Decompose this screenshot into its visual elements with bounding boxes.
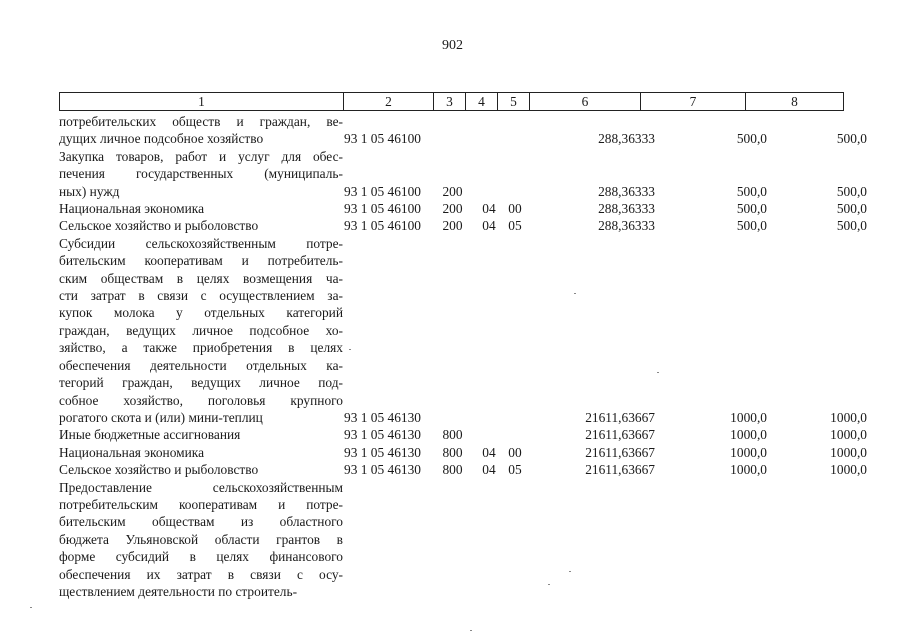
scan-speck — [30, 607, 32, 608]
row-amount-col6: 288,36333 — [598, 183, 655, 199]
row-amount-col6: 21611,63667 — [585, 444, 655, 460]
row-name-line: обеспечения деятельности отдельных ка- — [59, 357, 343, 373]
column-header-6: 6 — [530, 93, 641, 111]
row-amount-col8: 500,0 — [836, 183, 867, 199]
scan-speck — [569, 571, 571, 572]
row-amount-col7: 1000,0 — [730, 444, 767, 460]
row-name-line: дущих личное подсобное хозяйство — [59, 131, 264, 147]
row-name-line: Иные бюджетные ассигнования — [59, 427, 241, 443]
row-name — [59, 426, 343, 443]
row-vr: 800 — [442, 444, 463, 460]
row-name-line: потребительских обществ и граждан, ве- — [59, 114, 343, 129]
scan-speck — [470, 630, 472, 631]
table-row — [59, 217, 867, 234]
row-name-line: Закупка товаров, работ и услуг для обес- — [59, 148, 343, 164]
row-name-line: зяйство, а также приобретения в целях — [59, 340, 343, 356]
row-rz: 04 — [482, 444, 496, 460]
row-amount-col6: 288,36333 — [598, 218, 655, 234]
row-pr: 05 — [508, 462, 522, 478]
row-name-line: Национальная экономика — [59, 444, 205, 460]
row-name-line: рогатого скота и (или) мини-теплиц — [59, 409, 263, 425]
budget-table-body — [59, 113, 867, 600]
row-name — [59, 200, 343, 217]
row-amount-col8: 500,0 — [836, 201, 867, 217]
row-name — [59, 113, 343, 148]
row-name-line: бительским кооперативам и потребитель- — [59, 253, 343, 269]
column-header-table — [59, 92, 844, 111]
row-name-line: ных) нужд — [59, 183, 120, 199]
table-row — [59, 461, 867, 478]
row-name-line: купок молока у отдельных категорий — [59, 305, 343, 321]
row-pr: 00 — [508, 201, 522, 217]
row-amount-col7: 1000,0 — [730, 409, 767, 425]
table-row — [59, 426, 867, 443]
row-pr: 05 — [508, 218, 522, 234]
column-header-8: 8 — [746, 93, 844, 111]
row-code: 93 1 05 46100 — [344, 218, 421, 234]
row-name-line: ским обществам в целях возмещения ча- — [59, 270, 343, 286]
row-name-line: форме субсидий в целях финансового — [59, 549, 343, 565]
row-name — [59, 479, 343, 601]
row-amount-col7: 500,0 — [736, 131, 767, 147]
scan-speck — [657, 372, 659, 373]
row-name — [59, 444, 343, 461]
row-amount-col6: 21611,63667 — [585, 462, 655, 478]
column-header-7: 7 — [641, 93, 746, 111]
row-name-line: Сельское хозяйство и рыболовство — [59, 218, 259, 234]
column-header-row — [60, 93, 844, 111]
row-amount-col7: 500,0 — [736, 201, 767, 217]
row-name-line: сти затрат в связи с осуществлением за- — [59, 288, 343, 304]
column-header-2: 2 — [344, 93, 434, 111]
row-vr: 200 — [442, 218, 463, 234]
table-row — [59, 235, 867, 426]
column-header-5: 5 — [498, 93, 530, 111]
table-row — [59, 479, 843, 601]
scan-speck — [548, 584, 550, 585]
row-amount-col8: 1000,0 — [830, 427, 867, 443]
page-number: 902 — [442, 38, 463, 53]
row-amount-col6: 21611,63667 — [585, 409, 655, 425]
row-vr: 800 — [442, 462, 463, 478]
row-name-line: обеспечения их затрат в связи с осу- — [59, 566, 343, 582]
row-name-line: тегорий граждан, ведущих личное под- — [59, 375, 343, 391]
row-name-line: Национальная экономика — [59, 201, 205, 217]
row-name-line: бюджета Ульяновской области грантов в — [59, 531, 343, 547]
row-amount-col7: 1000,0 — [730, 462, 767, 478]
column-header-3: 3 — [434, 93, 466, 111]
row-code: 93 1 05 46100 — [344, 183, 421, 199]
scan-speck — [574, 293, 576, 294]
row-amount-col6: 288,36333 — [598, 201, 655, 217]
row-name — [59, 148, 343, 200]
row-amount-col8: 500,0 — [836, 218, 867, 234]
row-code: 93 1 05 46100 — [344, 201, 421, 217]
table-row — [59, 113, 867, 148]
row-vr: 200 — [442, 183, 463, 199]
row-name-line: Предоставление сельскохозяйственным — [59, 479, 343, 495]
row-name — [59, 217, 343, 234]
row-code: 93 1 05 46130 — [344, 462, 421, 478]
row-code: 93 1 05 46130 — [344, 427, 421, 443]
table-row — [59, 444, 867, 461]
row-amount-col6: 21611,63667 — [585, 427, 655, 443]
table-row — [59, 200, 867, 217]
row-amount-col8: 1000,0 — [830, 462, 867, 478]
row-name-line: граждан, ведущих личное подсобное хо- — [59, 322, 343, 338]
row-name-line: ществлением деятельности по строитель- — [59, 583, 298, 599]
row-vr: 200 — [442, 201, 463, 217]
row-name-line: печения государственных (муниципаль- — [59, 166, 343, 182]
row-amount-col8: 1000,0 — [830, 444, 867, 460]
row-rz: 04 — [482, 218, 496, 234]
row-amount-col6: 288,36333 — [598, 131, 655, 147]
table-row — [59, 148, 867, 200]
row-amount-col7: 500,0 — [736, 183, 767, 199]
row-name-line: Субсидии сельскохозяйственным потре- — [59, 235, 343, 251]
row-name-line: Сельское хозяйство и рыболовство — [59, 462, 259, 478]
row-code: 93 1 05 46130 — [344, 409, 421, 425]
row-amount-col7: 500,0 — [736, 218, 767, 234]
row-amount-col7: 1000,0 — [730, 427, 767, 443]
column-header-1: 1 — [60, 93, 344, 111]
row-name-line: потребительским кооперативам и потре- — [59, 496, 343, 512]
row-code: 93 1 05 46100 — [344, 131, 421, 147]
row-rz: 04 — [482, 201, 496, 217]
row-pr: 00 — [508, 444, 522, 460]
row-code: 93 1 05 46130 — [344, 444, 421, 460]
column-header-4: 4 — [466, 93, 498, 111]
row-rz: 04 — [482, 462, 496, 478]
row-amount-col8: 500,0 — [836, 131, 867, 147]
row-amount-col8: 1000,0 — [830, 409, 867, 425]
row-name-line: бительским обществам из областного — [59, 514, 343, 530]
row-vr: 800 — [442, 427, 463, 443]
row-name — [59, 461, 343, 478]
row-name — [59, 235, 343, 426]
scan-speck — [349, 349, 351, 350]
row-name-line: собное хозяйство, поголовья крупного — [59, 392, 343, 408]
